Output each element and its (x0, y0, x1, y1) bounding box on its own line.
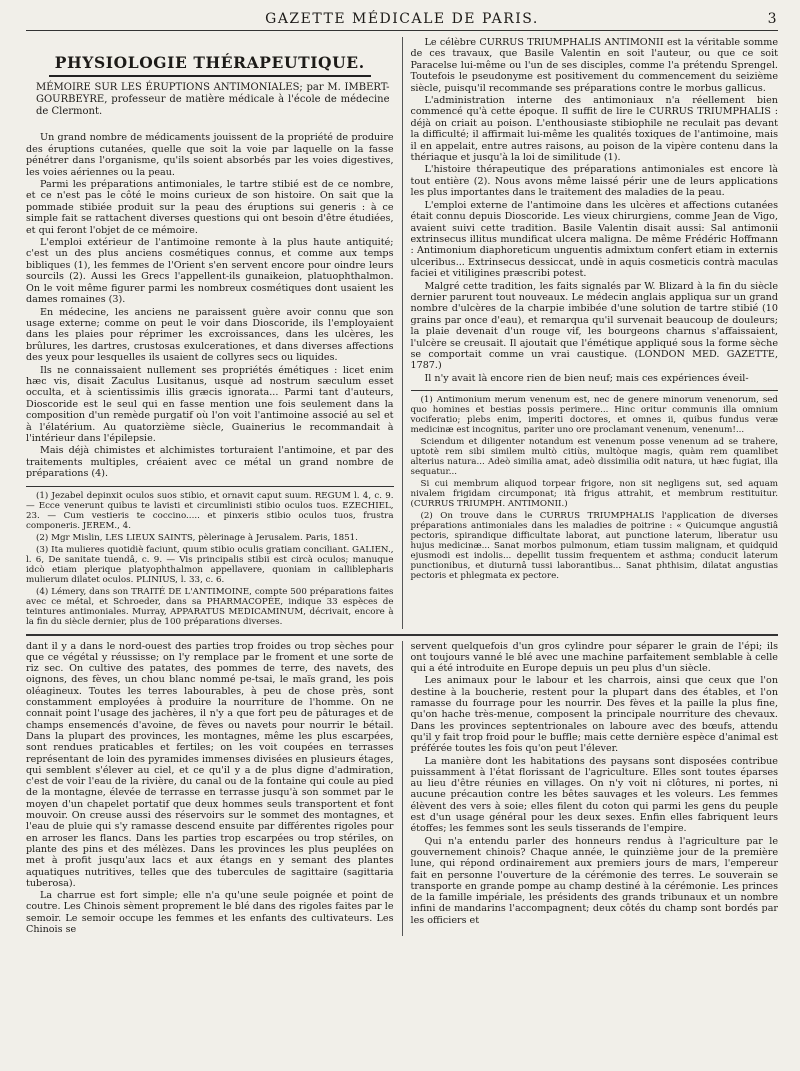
paragraph: dant il y a dans le nord-ouest des parties trop froides ou trop sèches pour que ce végétal y réussisse; on l'y remplace par le froment et une sorte de riz sec. On cultive des patates, des pommes de terre, des navets, des oignons, des fèves, un chou blanc nommé pe-tsai, le maïs grand, les pois oléagineux. Toutes les terres labourables, à peu de chose près, sont constamment employées à produire la nourriture de l'homme. On ne connait point l'usage des jachères, il n'y a que fort peu de pâturages et de champs ensemencés d'avoine, de fèves ou navets pour nourrir le bétail. Dans la plupart des provinces, les montagnes, même les plus escarpées, sont rendues praticables et fertiles; on les voit coupées en terrasses représentant de loin des pyramides immenses divisées en plusieurs étages, qui semblent s'élever au ciel, et ce qu'il y a de plus digne d'admiration, c'est de voir l'eau de la rivière, du canal ou de la fontaine qui coule au pied de la montagne, élevée de terrasse en terrasse jusqu'à son sommet par le moyen d'un chapelet portatif que deux hommes seuls transportent et font mouvoir. On creuse aussi des réservoirs sur le sommet des montagnes, et l'eau de pluie qui s'y ramasse descend ensuite par différentes rigoles pour en arroser les flancs. Dans les parties trop escarpées ou trop stériles, on plante des pins et des mélèzes. Dans les provinces les plus peuplées on met à profit jusqu'aux lacs et aux étangs en y semant des plantes aquatiques nutritives, telles que des tubercules de sagittaire (sagittaria tuberosa). (26, 640, 394, 889)
section-divider (26, 634, 778, 636)
paragraph: servent quelquefois d'un gros cylindre pour séparer le grain de l'épi; ils ont toujours vanné le blé avec une machine parfaitement semblable à celle qui a été introduite en Europe depuis un peu plus d'un siècle. (410, 640, 778, 675)
publication-title: GAZETTE MÉDICALE DE PARIS. (265, 11, 539, 27)
footnote: Sciendum et diligenter notandum est venenum posse venenum ad se trahere, uptotè rem sibi similem multò citiùs, multòque magis, quàm rem quamlibet alterius natura... Adeò similia amat, adeò dissimilia odit natura, ut hæc fugiat, illa sequatur... (410, 437, 778, 478)
article-left-column (26, 37, 402, 629)
paragraph: Les animaux pour le labour et les charrois, ainsi que ceux que l'on destine à la boucherie, restent pour la plupart dans des étables, et l'on ramasse du fourrage pour les nourrir. Des fèves et la paille la plus fine, qu'on hache très-menue, composent la principale nourriture des chevaux. Dans les provinces septentrionales on laboure avec des bœufs, attendu qu'il y fait trop froid pour le buffle; mais cette dernière espèce d'animal est préférée toutes les fois qu'on peut l'élever. (410, 675, 778, 755)
paragraph: Le célèbre CURRUS TRIUMPHALIS ANTIMONII est la véritable somme de ces travaux, que Basile Valentin en soit l'auteur, ou que ce soit Paracelse lui-même ou l'un de ses disciples, comme l'a prétendu Sprengel. Toutefois le pseudonyme est positivement du commencement du seizième siècle, puisqu'il recommande ses préparations contre le morbus gallicus. (410, 37, 778, 94)
running-header (26, 8, 778, 31)
feuilleton-left-column (26, 641, 402, 937)
footnote-divider (26, 486, 394, 487)
article-columns (26, 37, 778, 629)
footnote: (2) On trouve dans le CURRUS TRIUMPHALIS l'application de diverses préparations antimoniales dans les maladies de poitrine : « Quicumque angustiâ pectoris, spirandique difficultate laborat, aut punctione laterum, liberatur usu hujus medicinæ... Sanat morbos pulmonum, etiam tussim malignam, et quidquid ejusmodi est indolis... depellit tussim frequentem et asthma; conducit laterum punctionibus, et diuturnâ tussi laborantibus... Sanat phthisim, dilatat angustias pectoris et phlegmata ex pectore. (410, 511, 778, 582)
paragraph: L'emploi extérieur de l'antimoine remonte à la plus haute antiquité; c'est un des plus anciens cosmétiques connus, et comme aux temps bibliques (1), les femmes de l'Orient s'en servent encore pour oindre leurs sourcils (2). Aussi les Grecs l'appellent-ils gunaikeion, platuophthalmon. On le voit même figurer parmi les nombreux cosmétiques dont usaient les dames romaines (3). (26, 237, 394, 306)
paragraph: L'administration interne des antimoniaux n'a réellement bien commencé qu'à cette époque. Il suffit de lire le CURRUS TRIUMPHALIS : déjà on criait au poison. L'enthousiaste stibiophile ne reculait pas devant la difficulté; il affirmait lui-même les qualités toxiques de l'antimoine, mais il en appelait, entre autres raisons, au poison de la vipère contenu dans la thériaque et jusqu'à la loi de similitude (1). (410, 95, 778, 164)
paragraph: Il n'y avait là encore rien de bien neuf; mais ces expériences éveil- (424, 372, 749, 384)
feuilleton-columns (26, 641, 778, 937)
feuilleton-right-column (402, 641, 779, 937)
paragraph: La charrue est fort simple; elle n'a qu'une seule poignée et point de coutre. Les Chinois sèment proprement le blé dans des rigoles faites par le semoir. Le semoir occupe les femmes et les enfants des cultivateurs. Les Chinois se (26, 890, 394, 936)
paragraph: Malgré cette tradition, les faits signalés par W. Blizard à la fin du siècle dernier parurent tout nouveaux. Le médecin anglais appliqua sur un grand nombre d'ulcères de la charpie imbibée d'une solution de tartre stibié (10 grains par once d'eau), et remarqua qu'il survenait beaucoup de douleurs; la plaie devenait d'un rouge vif, les bourgeons charnus s'affaissaient, l'ulcère se creusait. Il ajoutait que l'émétique appliqué sous la forme sèche se comportait comme un vrai caustique. (LONDON MED. GAZETTE, 1787.) (410, 280, 778, 372)
paragraph: L'histoire thérapeutique des préparations antimoniales est encore là tout entière (2). Nous avons même laissé périr une de leurs applications les plus importantes dans le traitement des maladies de la peau. (410, 164, 778, 199)
memoir-heading: MÉMOIRE SUR LES ÉRUPTIONS ANTIMONIALES; par M. IMBERT-GOURBEYRE, professeur de matière médicale à l'école de médecine de Clermont. (36, 82, 390, 118)
footnote: (4) Lémery, dans son TRAITÉ DE L'ANTIMOINE, compte 500 préparations faites avec ce métal, et Schroeder, dans sa PHARMACOPÉE, indique 33 espèces de teintures antimoniales. Murray, APPARATUS MEDICAMINUM, décrivait, encore à la fin du siècle dernier, plus de 100 préparations diverses. (26, 586, 394, 627)
section-title: PHYSIOLOGIE THÉRAPEUTIQUE. (26, 57, 394, 68)
paragraph: Mais déjà chimistes et alchimistes torturaient l'antimoine, et par des traitements multiples, créaient avec ce métal un grand nombre de préparations (4). (26, 445, 394, 480)
paragraph: Qui n'a entendu parler des honneurs rendus à l'agriculture par le gouvernement chinois? Chaque année, le quinzième jour de la première lune, qui répond ordinairement aux premiers jours de mars, l'empereur fait en personne l'ouverture de la cérémonie des terres. Le souverain se transporte en grande pompe au champ destiné à la cérémonie. Les princes de la famille impériale, les présidents des grands tribunaux et un nombre infini de mandarins l'accompagnent; deux côtés du champ sont bordés par les officiers et (410, 835, 778, 926)
footnote: (2) Mgr Mislin, LES LIEUX SAINTS, pèlerinage à Jerusalem. Paris, 1851. (36, 532, 358, 543)
footnote-divider (411, 390, 779, 391)
footnote: (1) Antimonium merum venenum est, nec de genere minorum venenorum, sed quo homines et bestias possis perimere... Hinc oritur communis illa omnium vociferatio; plebs enim, imperiti doctores, et omnes ii, quibus fundus veræ medicinæ est incognitus, pariter uno ore proclamant venenum, venenum!... (410, 395, 778, 436)
paragraph: Un grand nombre de médicaments jouissent de la propriété de produire des éruptions cutanées, quelle que soit la voie par laquelle on la fasse pénétrer dans l'organisme, qu'ils soient absorbés par les voies digestives, les voies aériennes ou la peau. (26, 132, 394, 178)
footnote: (3) Ita mulieres quotidiè faciunt, quum stibio oculis gratiam conciliant. GALIEN., l. 6, De sanitate tuendâ, c. 9. — Vis principalis stibii est circà oculos; manuque idcò etiam plerique platyophthalmon appellavere, quoniam in calliblepharis mulierum dilatet oculos. PLINIUS, l. 33, c. 6. (26, 544, 394, 585)
paragraph: En médecine, les anciens ne paraissent guère avoir connu que son usage externe; comme on peut le voir dans Dioscoride, ils l'employaient dans les plaies pour réprimer les excroissances, dans les ulcères, les brûlures, les dartres, crustosas exulcerationes, et dans diverses affections des yeux pour lesquelles ils usaient de collyres secs ou liquides. (26, 306, 394, 364)
paragraph: L'emploi externe de l'antimoine dans les ulcères et affections cutanées était connu depuis Dioscoride. Les vieux chirurgiens, comme Jean de Vigo, avaient suivi cette tradition. Basile Valentin disait aussi: Sal antimonii extrinsecus illitus mundificat ulcera maligna. De même Frédéric Hoffmann : Antimonium diaphoreticum unguentis admixtum confert etiam in externis ulceribus... Extrinsecus dessiccat, undè in aquis cosmeticis contrà maculas faciei et vitiligines præscribi potest. (410, 199, 778, 280)
footnote: (1) Jezabel depinxit oculos suos stibio, et ornavit caput suum. REGUM l. 4, c. 9. — Ecce venerunt quibus te lavisti et circumlinisti stibio oculos tuos. EZECHIEL, 23. — Cum vestieris te coccino..... et pinxeris stibio oculos tuos, frustra componeris. JEREM., 4. (26, 490, 394, 531)
page-number: 3 (767, 11, 778, 27)
article-right-column (402, 37, 779, 629)
paragraph: Ils ne connaissaient nullement ses propriétés émétiques : licet enim hæc vis, disait Zaculus Lusitanus, usquè ad nostrum sæculum esset occulta, et à scientissimis illis græcis ignorata... Parmi tant d'auteurs, Dioscoride est le seul qui en fasse mention une fois seulement dans la composition d'un remède purgatif où l'on voit l'antimoine associé au sel et à l'élatérium. Au quatorzième siècle, Guainerius le recommandait à l'intérieur dans l'épilepsie. (26, 364, 394, 444)
paragraph: La manière dont les habitations des paysans sont disposées contribue puissamment à l'état florissant de l'agriculture. Elles sont toutes éparses au lieu d'être réunies en villages. On n'y voit ni clôtures, ni portes, ni aucune précaution contre les bêtes sauvages et les voleurs. Les femmes élèvent des vers à soie; elles filent du coton qui parmi les gens du peuple est d'un usage général pour les deux sexes. Enfin elles fabriquent leurs étoffes; les femmes sont les seuls tisserands de l'empire. (410, 755, 778, 835)
footnote: Si cui membrum aliquod torpear frigore, non sit negligens sut, sed aquam nivalem frigidam circumponat; ità frigus attrahit, et membrum restituitur. (CURRUS TRIUMPH. ANTIMONII.) (410, 479, 778, 510)
paragraph: Parmi les préparations antimoniales, le tartre stibié est de ce nombre, et ce n'est pas le côté le moins curieux de son histoire. On sait que la pommade stibiée produit sur la peau des éruptions sui generis : à ce simple fait se rattachent diverses questions qui ont besoin d'être étudiées, et qui feront l'objet de ce mémoire. (26, 179, 394, 236)
